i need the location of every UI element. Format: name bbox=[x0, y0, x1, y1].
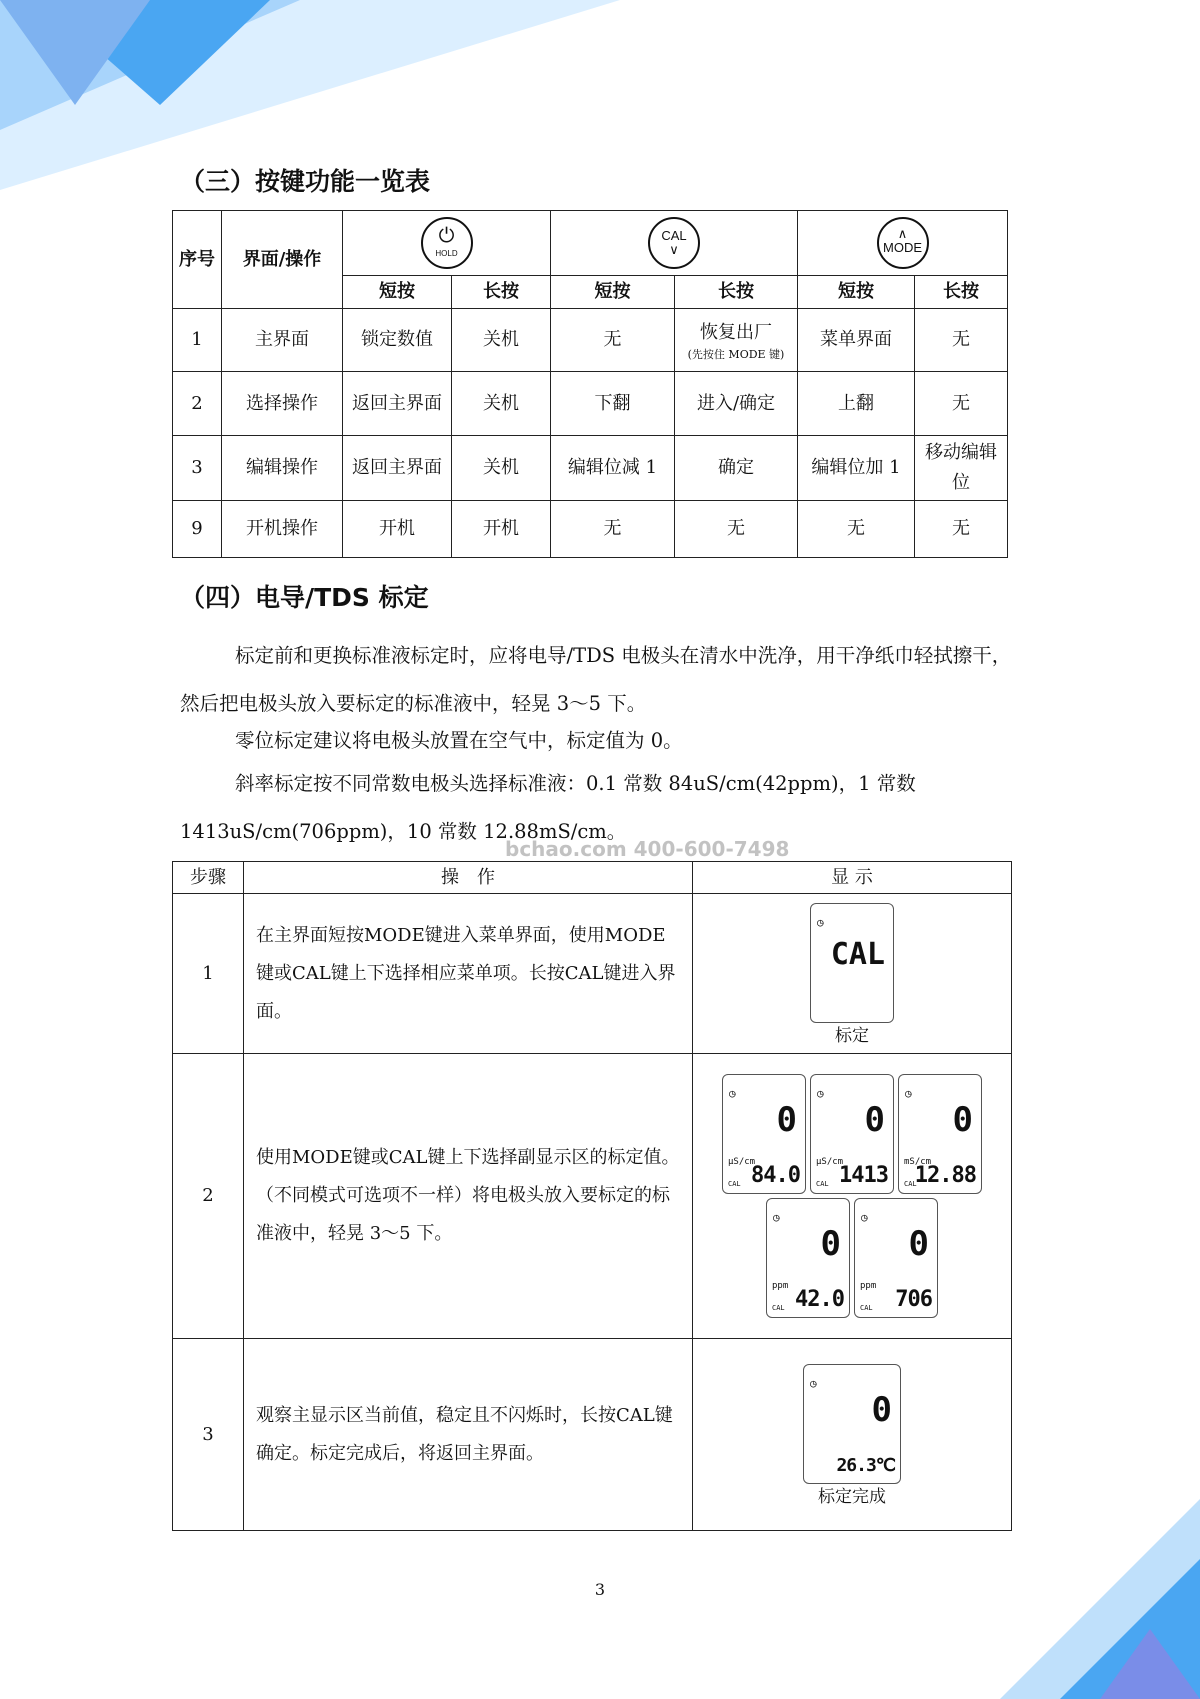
paragraph: 标定前和更换标准液标定时，应将电导/TDS 电极头在清水中洗净，用干净纸巾轻拭擦干，然后把电极头放入要标定的标准液中，轻晃 3～5 下。 bbox=[180, 644, 1012, 715]
lcd-unit: mS/cm bbox=[904, 1157, 932, 1167]
lcd-sub: 84.0 bbox=[751, 1163, 800, 1188]
cell: 1 bbox=[173, 894, 244, 1054]
cal-down-icon: CAL ∨ bbox=[648, 217, 700, 269]
lcd-display bbox=[766, 1198, 850, 1318]
lcd-display bbox=[854, 1198, 938, 1318]
cell: 返回主界面 bbox=[343, 436, 452, 501]
lcd-main: CAL bbox=[830, 936, 885, 972]
cell: 无 bbox=[915, 309, 1008, 372]
display-cell bbox=[693, 1054, 1012, 1339]
display-cell bbox=[693, 1339, 1012, 1531]
cell: 开机操作 bbox=[222, 501, 343, 558]
cell: 编辑位减 1 bbox=[551, 436, 675, 501]
lcd-display bbox=[722, 1074, 806, 1194]
lcd-main: 0 bbox=[952, 1100, 973, 1140]
short-press: 短按 bbox=[343, 276, 452, 309]
cell: 3 bbox=[173, 436, 222, 501]
cell: 在主界面短按MODE键进入菜单界面，使用MODE键或CAL键上下选择相应菜单项。长按CAL键进入界面。 bbox=[244, 894, 693, 1054]
note: (先按住 MODE 键) bbox=[687, 348, 785, 361]
cell: 菜单界面 bbox=[798, 309, 915, 372]
cell: 关机 bbox=[452, 436, 551, 501]
col-display: 显 示 bbox=[693, 862, 1012, 894]
clock-icon: ◷ bbox=[905, 1087, 912, 1100]
power-hold-icon: ⏻ HOLD bbox=[421, 217, 473, 269]
clock-icon: ◷ bbox=[817, 1087, 824, 1100]
lcd-sub: 12.88 bbox=[914, 1163, 976, 1188]
watermark: bchao.com 400-600-7498 bbox=[505, 837, 790, 861]
lcd-main: 0 bbox=[820, 1224, 841, 1264]
page-number: 3 bbox=[594, 1580, 606, 1599]
lcd-display bbox=[810, 1074, 894, 1194]
clock-icon: ◷ bbox=[817, 915, 824, 929]
cell: 编辑操作 bbox=[222, 436, 343, 501]
cell: 下翻 bbox=[551, 372, 675, 436]
cell: 上翻 bbox=[798, 372, 915, 436]
display-cell bbox=[693, 894, 1012, 1054]
cell bbox=[675, 309, 798, 372]
long-press: 长按 bbox=[675, 276, 798, 309]
table-row bbox=[173, 1339, 1012, 1531]
cell: 无 bbox=[915, 372, 1008, 436]
caption: 标定完成 bbox=[818, 1486, 886, 1507]
cell: 9 bbox=[173, 501, 222, 558]
cell: 2 bbox=[173, 372, 222, 436]
cell: 观察主显示区当前值，稳定且不闪烁时，长按CAL键确定。标定完成后，将返回主界面。 bbox=[244, 1339, 693, 1531]
lcd-main: 0 bbox=[871, 1389, 892, 1430]
col-step: 步骤 bbox=[173, 862, 244, 894]
lcd-display bbox=[898, 1074, 982, 1194]
table-row bbox=[173, 894, 1012, 1054]
lcd-display bbox=[810, 903, 894, 1023]
lcd-unit: μS/cm bbox=[728, 1157, 756, 1167]
section3-title: （三）按键功能一览表 bbox=[180, 167, 431, 196]
lcd-display bbox=[803, 1364, 901, 1484]
cell: 进入/确定 bbox=[675, 372, 798, 436]
lcd-cal: CAL bbox=[860, 1304, 873, 1312]
table-row bbox=[173, 309, 1008, 372]
cell: 移动编辑位 bbox=[915, 436, 1008, 501]
lcd-main: 0 bbox=[864, 1100, 885, 1140]
section4-title: （四）电导/TDS 标定 bbox=[180, 583, 429, 612]
col-screen: 界面/操作 bbox=[222, 211, 343, 309]
cell: 开机 bbox=[452, 501, 551, 558]
short-press: 短按 bbox=[551, 276, 675, 309]
cell: 2 bbox=[173, 1054, 244, 1339]
cell: 关机 bbox=[452, 372, 551, 436]
cell: 无 bbox=[551, 501, 675, 558]
lcd-main: 0 bbox=[776, 1100, 797, 1140]
clock-icon: ◷ bbox=[861, 1211, 868, 1224]
clock-icon: ◷ bbox=[810, 1376, 817, 1390]
calibration-table bbox=[172, 861, 1012, 1531]
col-index: 序号 bbox=[173, 211, 222, 309]
lcd-cal: CAL bbox=[728, 1180, 741, 1188]
cell-text: 恢复出厂 bbox=[700, 322, 772, 343]
lcd-main: 0 bbox=[908, 1224, 929, 1264]
short-press: 短按 bbox=[798, 276, 915, 309]
table-row bbox=[173, 372, 1008, 436]
cell: 主界面 bbox=[222, 309, 343, 372]
cell: 1 bbox=[173, 309, 222, 372]
caption: 标定 bbox=[835, 1025, 869, 1046]
cell: 使用MODE键或CAL键上下选择副显示区的标定值。（不同模式可选项不一样）将电极头放入要标定的标准液中，轻晃 3～5 下。 bbox=[244, 1054, 693, 1339]
cell: 3 bbox=[173, 1339, 244, 1531]
cell: 关机 bbox=[452, 309, 551, 372]
key-function-table bbox=[172, 210, 1008, 558]
lcd-unit: ppm bbox=[860, 1281, 877, 1291]
paragraph: 斜率标定按不同常数电极头选择标准液：0.1 常数 84uS/cm(42ppm)，1 常数 1413uS/cm(706ppm)，10 常数 12.88mS/cm。 bbox=[180, 772, 916, 843]
mode-up-icon: ∧ MODE bbox=[877, 217, 929, 269]
cell: 确定 bbox=[675, 436, 798, 501]
clock-icon: ◷ bbox=[773, 1211, 780, 1224]
lcd-cal: CAL bbox=[904, 1180, 917, 1188]
table-row bbox=[173, 501, 1008, 558]
lcd-sub: 706 bbox=[895, 1287, 932, 1312]
long-press: 长按 bbox=[915, 276, 1008, 309]
clock-icon: ◷ bbox=[729, 1087, 736, 1100]
table-row bbox=[173, 436, 1008, 501]
paragraph: 零位标定建议将电极头放置在空气中，标定值为 0。 bbox=[235, 729, 683, 752]
table-row bbox=[173, 1054, 1012, 1339]
cell: 开机 bbox=[343, 501, 452, 558]
lcd-sub: 1413 bbox=[839, 1163, 888, 1188]
cell: 选择操作 bbox=[222, 372, 343, 436]
lcd-sub: 42.0 bbox=[795, 1287, 844, 1312]
cell: 返回主界面 bbox=[343, 372, 452, 436]
lcd-unit: μS/cm bbox=[816, 1157, 844, 1167]
long-press: 长按 bbox=[452, 276, 551, 309]
lcd-unit: ppm bbox=[772, 1281, 789, 1291]
cell: 无 bbox=[551, 309, 675, 372]
cell: 锁定数值 bbox=[343, 309, 452, 372]
lcd-cal: CAL bbox=[816, 1180, 829, 1188]
cell: 编辑位加 1 bbox=[798, 436, 915, 501]
cell: 无 bbox=[915, 501, 1008, 558]
lcd-cal: CAL bbox=[772, 1304, 785, 1312]
cell: 无 bbox=[675, 501, 798, 558]
col-op: 操 作 bbox=[244, 862, 693, 894]
lcd-sub: 26.3℃ bbox=[836, 1454, 895, 1476]
cell: 无 bbox=[798, 501, 915, 558]
